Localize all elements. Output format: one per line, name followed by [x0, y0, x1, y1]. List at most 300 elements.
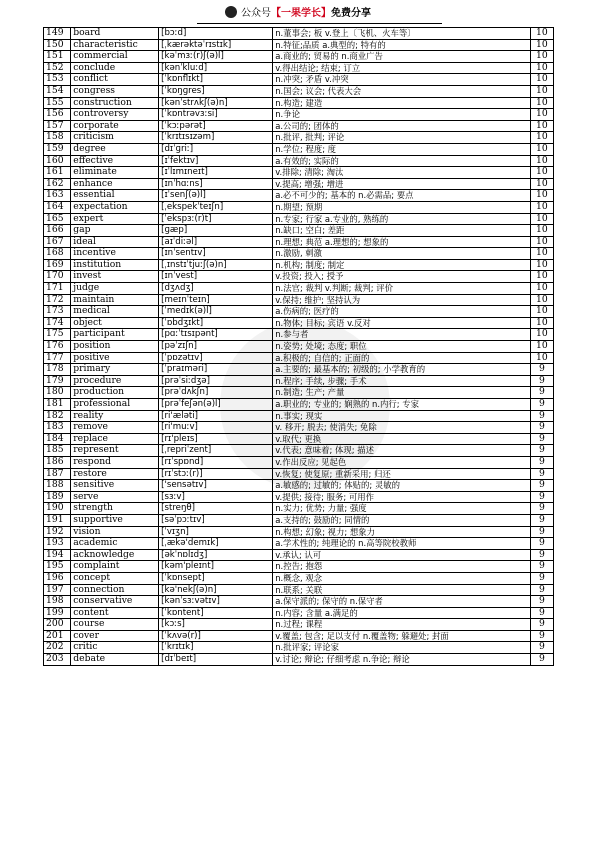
word-index-cell: 161 [44, 167, 71, 179]
phonetic-cell: [ˌekspekˈteɪʃn] [159, 201, 273, 213]
definition-cell: n.法官; 裁判 v.判断; 裁判; 评价 [273, 283, 531, 295]
word-index-cell: 188 [44, 480, 71, 492]
word-cell: concept [71, 572, 159, 584]
frequency-cell: 10 [530, 259, 553, 271]
definition-cell: n.概念, 观念 [273, 572, 531, 584]
definition-cell: a.伤病的; 医疗的 [273, 306, 531, 318]
definition-cell: a.商业的; 贸易的 n.商业广告 [273, 51, 531, 63]
word-cell: restore [71, 468, 159, 480]
definition-cell: n.争论 [273, 109, 531, 121]
word-index-cell: 193 [44, 538, 71, 550]
frequency-cell: 9 [530, 375, 553, 387]
word-cell: expert [71, 213, 159, 225]
phonetic-cell: [kə'nekʃ(ə)n] [159, 584, 273, 596]
phonetic-cell: [ɪnˈsentɪv] [159, 248, 273, 260]
word-index-cell: 181 [44, 399, 71, 411]
definition-cell: a.职业的; 专业的; 娴熟的 n.内行; 专家 [273, 399, 531, 411]
word-index-cell: 154 [44, 85, 71, 97]
frequency-cell: 9 [530, 526, 553, 538]
frequency-cell: 9 [530, 607, 553, 619]
word-index-cell: 185 [44, 445, 71, 457]
definition-cell: v.取代; 更换 [273, 433, 531, 445]
word-cell: construction [71, 97, 159, 109]
table-row [44, 109, 554, 121]
wechat-logo-icon [225, 6, 237, 18]
table-row [44, 236, 554, 248]
definition-cell: n.事实; 现实 [273, 410, 531, 422]
frequency-cell: 10 [530, 132, 553, 144]
word-cell: critic [71, 642, 159, 654]
header-brand: 【一果学长】 [271, 8, 331, 19]
word-index-cell: 162 [44, 178, 71, 190]
phonetic-cell: [aɪˈdiːəl] [159, 236, 273, 248]
table-row [44, 120, 554, 132]
definition-cell: v.代表; 意味着; 体现; 描述 [273, 445, 531, 457]
definition-cell: v.提供; 接待; 服务; 可用作 [273, 491, 531, 503]
definition-cell: n.冲突; 矛盾 v.冲突 [273, 74, 531, 86]
frequency-cell: 10 [530, 39, 553, 51]
word-cell: reality [71, 410, 159, 422]
word-index-cell: 192 [44, 526, 71, 538]
table-row [44, 51, 554, 63]
frequency-cell: 9 [530, 364, 553, 376]
word-index-cell: 180 [44, 387, 71, 399]
definition-cell: a.有效的; 实际的 [273, 155, 531, 167]
definition-cell: a.支持的; 鼓励的; 同情的 [273, 514, 531, 526]
phonetic-cell: [ri'muːv] [159, 422, 273, 434]
word-cell: positive [71, 352, 159, 364]
frequency-cell: 10 [530, 306, 553, 318]
page-header [0, 4, 596, 24]
definition-cell: n.学位; 程度; 度 [273, 143, 531, 155]
table-row [44, 352, 554, 364]
frequency-cell: 9 [530, 503, 553, 515]
definition-cell: n.批评家; 评论家 [273, 642, 531, 654]
frequency-cell: 10 [530, 155, 553, 167]
phonetic-cell: [rɪˈspɒnd] [159, 456, 273, 468]
word-cell: remove [71, 422, 159, 434]
word-index-cell: 197 [44, 584, 71, 596]
table-row [44, 364, 554, 376]
definition-cell: n.构造; 建造 [273, 97, 531, 109]
phonetic-cell: [ˌækə'demɪk] [159, 538, 273, 550]
frequency-cell: 10 [530, 74, 553, 86]
table-row [44, 387, 554, 399]
table-row [44, 28, 554, 40]
header-underline [197, 23, 442, 24]
word-cell: procedure [71, 375, 159, 387]
table-row [44, 642, 554, 654]
phonetic-cell: [bɔːd] [159, 28, 273, 40]
word-cell: institution [71, 259, 159, 271]
definition-cell: a.积极的; 自信的; 正面的 [273, 352, 531, 364]
word-index-cell: 164 [44, 201, 71, 213]
word-index-cell: 194 [44, 549, 71, 561]
frequency-cell: 10 [530, 317, 553, 329]
frequency-cell: 10 [530, 120, 553, 132]
frequency-cell: 9 [530, 619, 553, 631]
definition-cell: n.董事会; 板 v.登上〔飞机、火车等〕 [273, 28, 531, 40]
definition-cell: n.国会; 议会; 代表大会 [273, 85, 531, 97]
frequency-cell: 10 [530, 62, 553, 74]
table-row [44, 584, 554, 596]
table-row [44, 526, 554, 538]
word-cell: eliminate [71, 167, 159, 179]
definition-cell: n.专家; 行家 a.专业的, 熟练的 [273, 213, 531, 225]
frequency-cell: 10 [530, 109, 553, 121]
phonetic-cell: [ˈkɒntrəvɜːsi] [159, 109, 273, 121]
frequency-cell: 10 [530, 213, 553, 225]
table-row [44, 294, 554, 306]
word-cell: ideal [71, 236, 159, 248]
word-index-cell: 172 [44, 294, 71, 306]
word-index-cell: 191 [44, 514, 71, 526]
phonetic-cell: [ˈmedɪk(ə)l] [159, 306, 273, 318]
frequency-cell: 9 [530, 480, 553, 492]
word-index-cell: 156 [44, 109, 71, 121]
table-row [44, 213, 554, 225]
word-index-cell: 155 [44, 97, 71, 109]
definition-cell: a.必不可少的; 基本的 n.必需品; 要点 [273, 190, 531, 202]
definition-cell: v.提高; 增强; 增进 [273, 178, 531, 190]
table-row [44, 74, 554, 86]
table-row [44, 433, 554, 445]
word-cell: object [71, 317, 159, 329]
table-row [44, 399, 554, 411]
word-cell: content [71, 607, 159, 619]
frequency-cell: 9 [530, 422, 553, 434]
word-cell: congress [71, 85, 159, 97]
table-row [44, 167, 554, 179]
definition-cell: v.承认; 认可 [273, 549, 531, 561]
frequency-cell: 9 [530, 561, 553, 573]
word-index-cell: 177 [44, 352, 71, 364]
word-index-cell: 184 [44, 433, 71, 445]
phonetic-cell: [ɪnˈhɑːns] [159, 178, 273, 190]
definition-cell: v.讨论; 辩论; 仔细考虑 n.争论; 辩论 [273, 654, 531, 666]
word-cell: essential [71, 190, 159, 202]
word-cell: conclude [71, 62, 159, 74]
phonetic-cell: [kəm'pleɪnt] [159, 561, 273, 573]
frequency-cell: 9 [530, 630, 553, 642]
table-row [44, 410, 554, 422]
definition-cell: a.公司的; 团体的 [273, 120, 531, 132]
definition-cell: n.姿势; 处境; 态度; 职位 [273, 341, 531, 353]
phonetic-cell: [dʒʌdʒ] [159, 283, 273, 295]
frequency-cell: 10 [530, 28, 553, 40]
word-index-cell: 163 [44, 190, 71, 202]
table-row [44, 630, 554, 642]
word-index-cell: 201 [44, 630, 71, 642]
word-index-cell: 200 [44, 619, 71, 631]
frequency-cell: 10 [530, 167, 553, 179]
definition-cell: n.激励, 刺激 [273, 248, 531, 260]
word-cell: gap [71, 225, 159, 237]
phonetic-cell: [ˌkærəktəˈrɪstɪk] [159, 39, 273, 51]
vocabulary-table-body [44, 28, 554, 666]
word-cell: criticism [71, 132, 159, 144]
phonetic-cell: [rɪˈstɔː(r)] [159, 468, 273, 480]
frequency-cell: 10 [530, 97, 553, 109]
phonetic-cell: [prəˈsiːdʒə] [159, 375, 273, 387]
definition-cell: a.主要的; 最基本的; 初级的; 小学教育的 [273, 364, 531, 376]
phonetic-cell: [əkˈnɒlɪdʒ] [159, 549, 273, 561]
word-cell: course [71, 619, 159, 631]
word-index-cell: 158 [44, 132, 71, 144]
table-row [44, 225, 554, 237]
frequency-cell: 10 [530, 85, 553, 97]
frequency-cell: 10 [530, 51, 553, 63]
phonetic-cell: [sɜːv] [159, 491, 273, 503]
frequency-cell: 9 [530, 642, 553, 654]
phonetic-cell: [ɪˈsenʃ(ə)l] [159, 190, 273, 202]
phonetic-cell: [ri'æləti] [159, 410, 273, 422]
phonetic-cell: [meɪnˈteɪn] [159, 294, 273, 306]
word-cell: degree [71, 143, 159, 155]
word-index-cell: 152 [44, 62, 71, 74]
definition-cell: n.期望; 预期 [273, 201, 531, 213]
word-cell: board [71, 28, 159, 40]
table-row [44, 248, 554, 260]
word-index-cell: 199 [44, 607, 71, 619]
phonetic-cell: [ɡæp] [159, 225, 273, 237]
definition-cell: n.制造; 生产; 产量 [273, 387, 531, 399]
frequency-cell: 9 [530, 514, 553, 526]
phonetic-cell: [kɔːs] [159, 619, 273, 631]
table-row [44, 572, 554, 584]
phonetic-cell: [ˈkrɪtɪsɪzəm] [159, 132, 273, 144]
frequency-cell: 10 [530, 352, 553, 364]
phonetic-cell: [ˈpɒzətɪv] [159, 352, 273, 364]
phonetic-cell: [kəˈmɜː(r)ʃ(ə)l] [159, 51, 273, 63]
frequency-cell: 10 [530, 225, 553, 237]
frequency-cell: 9 [530, 468, 553, 480]
phonetic-cell: [streŋθ] [159, 503, 273, 515]
word-cell: debate [71, 654, 159, 666]
word-index-cell: 175 [44, 329, 71, 341]
word-index-cell: 198 [44, 596, 71, 608]
frequency-cell: 9 [530, 584, 553, 596]
table-row [44, 97, 554, 109]
frequency-cell: 9 [530, 445, 553, 457]
phonetic-cell: [səˈpɔːtɪv] [159, 514, 273, 526]
phonetic-cell: [prəˈdʌkʃn] [159, 387, 273, 399]
word-cell: academic [71, 538, 159, 550]
frequency-cell: 10 [530, 329, 553, 341]
phonetic-cell: [ˈkrɪtɪk] [159, 642, 273, 654]
definition-cell: n.程序; 手续, 步骤; 手术 [273, 375, 531, 387]
word-index-cell: 182 [44, 410, 71, 422]
frequency-cell: 10 [530, 341, 553, 353]
phonetic-cell: [ˈpraɪməri] [159, 364, 273, 376]
table-row [44, 341, 554, 353]
word-cell: represent [71, 445, 159, 457]
phonetic-cell: [ˌɪnstɪˈtjuːʃ(ə)n] [159, 259, 273, 271]
word-index-cell: 149 [44, 28, 71, 40]
frequency-cell: 9 [530, 549, 553, 561]
word-cell: position [71, 341, 159, 353]
definition-cell: v.作出反应; 见起色 [273, 456, 531, 468]
word-cell: cover [71, 630, 159, 642]
phonetic-cell: [ˈkʌvə(r)] [159, 630, 273, 642]
word-cell: production [71, 387, 159, 399]
table-row [44, 561, 554, 573]
table-row [44, 596, 554, 608]
frequency-cell: 10 [530, 190, 553, 202]
frequency-cell: 10 [530, 294, 553, 306]
word-index-cell: 189 [44, 491, 71, 503]
table-row [44, 178, 554, 190]
frequency-cell: 9 [530, 596, 553, 608]
table-row [44, 85, 554, 97]
word-index-cell: 179 [44, 375, 71, 387]
definition-cell: v.恢复; 使复原; 重新采用; 归还 [273, 468, 531, 480]
table-row [44, 62, 554, 74]
word-cell: expectation [71, 201, 159, 213]
definition-cell: v.保持; 维护; 坚持认为 [273, 294, 531, 306]
phonetic-cell: [rɪ'pleɪs] [159, 433, 273, 445]
definition-cell: n.实力; 优势; 力量; 强度 [273, 503, 531, 515]
word-index-cell: 165 [44, 213, 71, 225]
phonetic-cell: [ˈkɒŋɡres] [159, 85, 273, 97]
word-cell: connection [71, 584, 159, 596]
word-cell: judge [71, 283, 159, 295]
definition-cell: a.保守派的; 保守的 n.保守者 [273, 596, 531, 608]
frequency-cell: 9 [530, 654, 553, 666]
table-row [44, 190, 554, 202]
phonetic-cell: [ˈekspɜː(r)t] [159, 213, 273, 225]
table-row [44, 468, 554, 480]
word-index-cell: 174 [44, 317, 71, 329]
word-cell: controversy [71, 109, 159, 121]
word-index-cell: 150 [44, 39, 71, 51]
frequency-cell: 10 [530, 283, 553, 295]
vocabulary-table [43, 27, 554, 666]
word-index-cell: 160 [44, 155, 71, 167]
table-row [44, 143, 554, 155]
table-row [44, 271, 554, 283]
table-row [44, 201, 554, 213]
definition-cell: n.物体; 目标; 宾语 v.反对 [273, 317, 531, 329]
word-index-cell: 151 [44, 51, 71, 63]
phonetic-cell: [ɪnˈvest] [159, 271, 273, 283]
word-cell: replace [71, 433, 159, 445]
phonetic-cell: ['sensətɪv] [159, 480, 273, 492]
frequency-cell: 9 [530, 456, 553, 468]
table-row [44, 375, 554, 387]
table-row [44, 445, 554, 457]
header-suffix: 免费分享 [331, 8, 371, 19]
definition-cell: v.投资; 投入; 授予 [273, 271, 531, 283]
frequency-cell: 9 [530, 538, 553, 550]
phonetic-cell: [kənˈsɜːvətɪv] [159, 596, 273, 608]
definition-cell: v. 移开; 脱去; 使消失; 免除 [273, 422, 531, 434]
definition-cell: n.理想; 典范 a.理想的; 想象的 [273, 236, 531, 248]
word-index-cell: 159 [44, 143, 71, 155]
phonetic-cell: [ˈkɒntent] [159, 607, 273, 619]
phonetic-cell: [pɑːˈtɪsɪpənt] [159, 329, 273, 341]
word-index-cell: 153 [44, 74, 71, 86]
frequency-cell: 9 [530, 387, 553, 399]
word-cell: complaint [71, 561, 159, 573]
word-index-cell: 167 [44, 236, 71, 248]
table-row [44, 155, 554, 167]
table-row [44, 607, 554, 619]
definition-cell: v.得出结论; 结束; 订立 [273, 62, 531, 74]
table-row [44, 491, 554, 503]
word-cell: strength [71, 503, 159, 515]
word-cell: respond [71, 456, 159, 468]
frequency-cell: 9 [530, 572, 553, 584]
header-prefix: 公众号 [241, 8, 271, 19]
definition-cell: v.排除; 清除; 淘汰 [273, 167, 531, 179]
definition-cell: a.敏感的; 过敏的; 体贴的; 灵敏的 [273, 480, 531, 492]
word-cell: conflict [71, 74, 159, 86]
definition-cell: n.内容; 含量 a.满足的 [273, 607, 531, 619]
table-row [44, 317, 554, 329]
word-index-cell: 183 [44, 422, 71, 434]
word-index-cell: 171 [44, 283, 71, 295]
word-cell: primary [71, 364, 159, 376]
table-row [44, 283, 554, 295]
table-row [44, 422, 554, 434]
phonetic-cell: [ˈvɪʒn] [159, 526, 273, 538]
definition-cell: a.学术性的; 纯理论的 n.高等院校教师 [273, 538, 531, 550]
word-cell: commercial [71, 51, 159, 63]
phonetic-cell: [prəˈfeʃən(ə)l] [159, 399, 273, 411]
word-index-cell: 203 [44, 654, 71, 666]
definition-cell: v.覆盖; 包含; 足以支付 n.覆盖物; 躲避处; 封面 [273, 630, 531, 642]
definition-cell: n.批评, 批判; 评论 [273, 132, 531, 144]
table-row [44, 619, 554, 631]
word-index-cell: 176 [44, 341, 71, 353]
word-index-cell: 169 [44, 259, 71, 271]
definition-cell: n.过程; 课程 [273, 619, 531, 631]
phonetic-cell: [ɪˈlɪmɪneɪt] [159, 167, 273, 179]
definition-cell: n.缺口; 空白; 差距 [273, 225, 531, 237]
word-cell: incentive [71, 248, 159, 260]
frequency-cell: 10 [530, 143, 553, 155]
table-row [44, 549, 554, 561]
frequency-cell: 10 [530, 201, 553, 213]
frequency-cell: 9 [530, 491, 553, 503]
table-row [44, 654, 554, 666]
table-row [44, 456, 554, 468]
word-cell: participant [71, 329, 159, 341]
word-index-cell: 196 [44, 572, 71, 584]
word-index-cell: 168 [44, 248, 71, 260]
phonetic-cell: [dɪˈɡriː] [159, 143, 273, 155]
word-cell: maintain [71, 294, 159, 306]
word-cell: professional [71, 399, 159, 411]
word-cell: medical [71, 306, 159, 318]
word-cell: invest [71, 271, 159, 283]
table-row [44, 329, 554, 341]
phonetic-cell: [pəˈzɪʃn] [159, 341, 273, 353]
word-index-cell: 178 [44, 364, 71, 376]
frequency-cell: 10 [530, 236, 553, 248]
word-cell: vision [71, 526, 159, 538]
word-cell: conservative [71, 596, 159, 608]
word-cell: corporate [71, 120, 159, 132]
frequency-cell: 10 [530, 248, 553, 260]
word-index-cell: 173 [44, 306, 71, 318]
word-cell: sensitive [71, 480, 159, 492]
table-row [44, 503, 554, 515]
definition-cell: n.控告; 抱怨 [273, 561, 531, 573]
phonetic-cell: [ˈkɔːpərət] [159, 120, 273, 132]
word-index-cell: 186 [44, 456, 71, 468]
